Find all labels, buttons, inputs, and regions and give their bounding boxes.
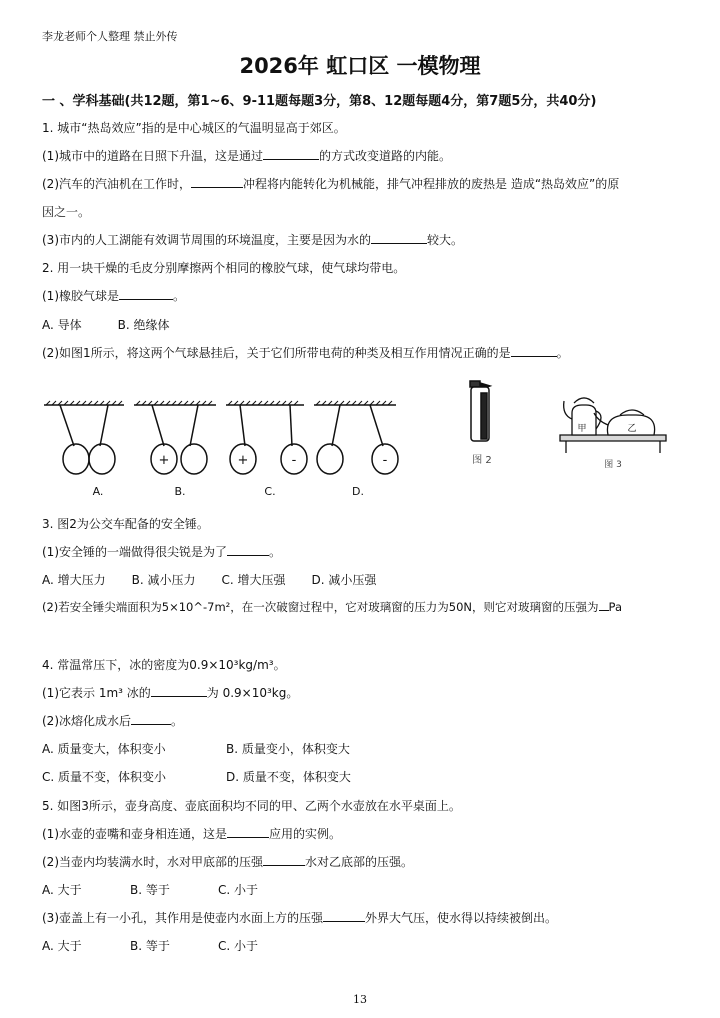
figure-area: [40, 373, 680, 503]
q4-part1-text-a: (1)它表示 1m³ 冰的: [42, 686, 151, 700]
q1-part2-text-a: (2)汽车的汽油机在工作时，: [42, 177, 191, 191]
answer-blank[interactable]: [511, 346, 557, 357]
option-c[interactable]: C. 小于: [218, 883, 259, 897]
figure2-caption: 图 2: [472, 455, 492, 466]
q1-part2: [42, 175, 619, 192]
charge-labels: [159, 453, 388, 468]
answer-blank[interactable]: [263, 855, 305, 866]
charge-label: -: [291, 453, 297, 468]
option-b[interactable]: B. 等于: [130, 883, 170, 897]
q5-part1: [42, 825, 341, 842]
option-b[interactable]: B. 质量变小，体积变大: [226, 742, 350, 756]
q4-part1-text-b: 为 0.9×10³kg。: [206, 686, 299, 700]
page-number: 13: [353, 993, 367, 1006]
q1-part3: [42, 231, 463, 248]
kettle-label-yi: 乙: [627, 424, 637, 434]
hammer-grip: [481, 393, 487, 439]
figure-label-a: A.: [92, 485, 104, 498]
figure-a: [60, 405, 115, 474]
q2-part2-end: 。: [556, 346, 569, 360]
q4-stem: 4. 常温常压下，冰的密度为0.9×10³kg/m³。: [42, 658, 286, 672]
q2-part2: [42, 344, 569, 361]
section-heading: 一 、学科基础(共12题，第1~6、9-11题每题3分，第8、12题每题4分，第7题5分，共40分): [42, 94, 597, 109]
q5-part2: [42, 853, 413, 870]
answer-blank[interactable]: [227, 827, 269, 838]
figure3-kettles: [560, 398, 666, 470]
answer-blank[interactable]: [151, 686, 207, 697]
answer-blank[interactable]: [371, 233, 427, 244]
q2-stem: 2. 用一块干燥的毛皮分别摩擦两个相同的橡胶气球，使气球均带电。: [42, 261, 406, 275]
q3-part2-text: (2)若安全锤尖端面积为5×10^-7m²，在一次破窗过程中，它对玻璃窗的压力为50N，则它对玻璃窗的压强为: [42, 600, 599, 614]
figure-label-d: D.: [352, 485, 364, 498]
q3-stem: 3. 图2为公交车配备的安全锤。: [42, 517, 209, 531]
kettle-label-jia: 甲: [577, 424, 587, 434]
charge-label: +: [158, 453, 170, 468]
answer-blank[interactable]: [119, 289, 173, 300]
q4-part2-text: (2)冰熔化成水后: [42, 714, 131, 728]
answer-blank[interactable]: [227, 545, 269, 556]
q1-stem: 1. 城市“热岛效应”指的是中心城区的气温明显高于郊区。: [42, 121, 346, 135]
q1-part1: [42, 147, 451, 164]
answer-blank[interactable]: [263, 149, 319, 160]
hammer-head: [470, 381, 480, 387]
q1-part3-text-b: 较大。: [427, 233, 464, 247]
watermark: 李龙老师个人整理 禁止外传: [42, 30, 178, 43]
answer-blank[interactable]: [131, 714, 171, 725]
option-a[interactable]: A. 增大压力: [42, 573, 106, 587]
q2-part1-text: (1)橡胶气球是: [42, 289, 119, 303]
q4-part2-end: 。: [171, 714, 184, 728]
q5-options-2: [42, 937, 258, 954]
q4-part1: [42, 684, 298, 701]
q1-part3-text-a: (3)市内的人工湖能有效调节周围的环境温度，主要是因为水的: [42, 233, 372, 247]
q5-part3-text-a: (3)壶盖上有一小孔，其作用是使壶内水面上方的压强: [42, 911, 324, 925]
option-a[interactable]: A. 大于: [42, 939, 82, 953]
q3-part2: [42, 599, 622, 615]
figure-label-b: B.: [174, 485, 186, 498]
answer-blank[interactable]: [323, 911, 365, 922]
q1-part2-cont: 因之一。: [42, 205, 91, 219]
figure3-caption: 图 3: [604, 460, 622, 470]
q5-part1-text-a: (1)水壶的壶嘴和壶身相连通，这是: [42, 827, 227, 841]
q2-part1-end: 。: [173, 289, 186, 303]
kettle-jia-lid: [574, 398, 594, 403]
kettle-yi-lid: [620, 410, 644, 415]
option-d[interactable]: D. 质量不变，体积变大: [226, 770, 351, 784]
q4-part2: [42, 712, 183, 729]
option-c[interactable]: C. 质量不变，体积变小: [42, 770, 167, 784]
q3-options: [42, 571, 376, 588]
q2-part2-text: (2)如图1所示，将这两个气球悬挂后，关于它们所带电荷的种类及相互作用情况正确的是: [42, 346, 511, 360]
kettle-jia-spout: [564, 401, 572, 419]
q5-part3-text-b: 外界大气压，使水得以持续被倒出。: [365, 911, 558, 925]
q5-part2-text-b: 水对乙底部的压强。: [305, 855, 414, 869]
q4-options-row1: [42, 740, 350, 757]
q3-part1-end: 。: [269, 545, 282, 559]
option-b[interactable]: B. 等于: [130, 939, 170, 953]
q2-part1: [42, 287, 185, 304]
figure1-labels: [93, 485, 364, 498]
q5-part2-text-a: (2)当壶内均装满水时，水对甲底部的压强: [42, 855, 263, 869]
option-d[interactable]: D. 减小压强: [311, 573, 377, 587]
ceiling-bars: [44, 401, 396, 405]
q3-part2-end: Pa: [608, 600, 622, 614]
option-b[interactable]: B. 减小压力: [131, 573, 196, 587]
figure2-safety-hammer: [470, 381, 492, 466]
option-a[interactable]: A. 导体: [42, 318, 82, 332]
q4-options-row2: [42, 768, 351, 785]
option-a[interactable]: A. 质量变大，体积变小: [42, 742, 166, 756]
q2-options: [42, 316, 170, 333]
q5-part1-text-b: 应用的实例。: [269, 827, 342, 841]
answer-blank[interactable]: [599, 600, 609, 611]
option-b[interactable]: B. 绝缘体: [117, 318, 170, 332]
charge-label: +: [237, 453, 249, 468]
page-title: 2026年 虹口区 一模物理: [239, 54, 481, 78]
q5-part3: [42, 909, 557, 926]
answer-blank[interactable]: [191, 177, 243, 188]
q5-options-1: [42, 881, 258, 898]
option-a[interactable]: A. 大于: [42, 883, 82, 897]
q1-part2-text-b: 冲程将内能转化为机械能，排气冲程排放的废热是 造成“热岛效应”的原: [243, 177, 620, 191]
q5-stem: 5. 如图3所示，壶身高度、壶底面积均不同的甲、乙两个水壶放在水平桌面上。: [42, 799, 461, 813]
option-c[interactable]: C. 增大压强: [221, 573, 286, 587]
charge-label: -: [382, 453, 388, 468]
option-c[interactable]: C. 小于: [218, 939, 259, 953]
q1-part1-text-b: 的方式改变道路的内能。: [319, 149, 452, 163]
q1-part1-text-a: (1)城市中的道路在日照下升温，这是通过: [42, 149, 263, 163]
figure-label-c: C.: [264, 485, 276, 498]
q3-part1: [42, 543, 281, 560]
table-top: [560, 435, 666, 441]
q3-part1-text: (1)安全锤的一端做得很尖锐是为了: [42, 545, 227, 559]
figure1-balloons: [44, 401, 398, 474]
